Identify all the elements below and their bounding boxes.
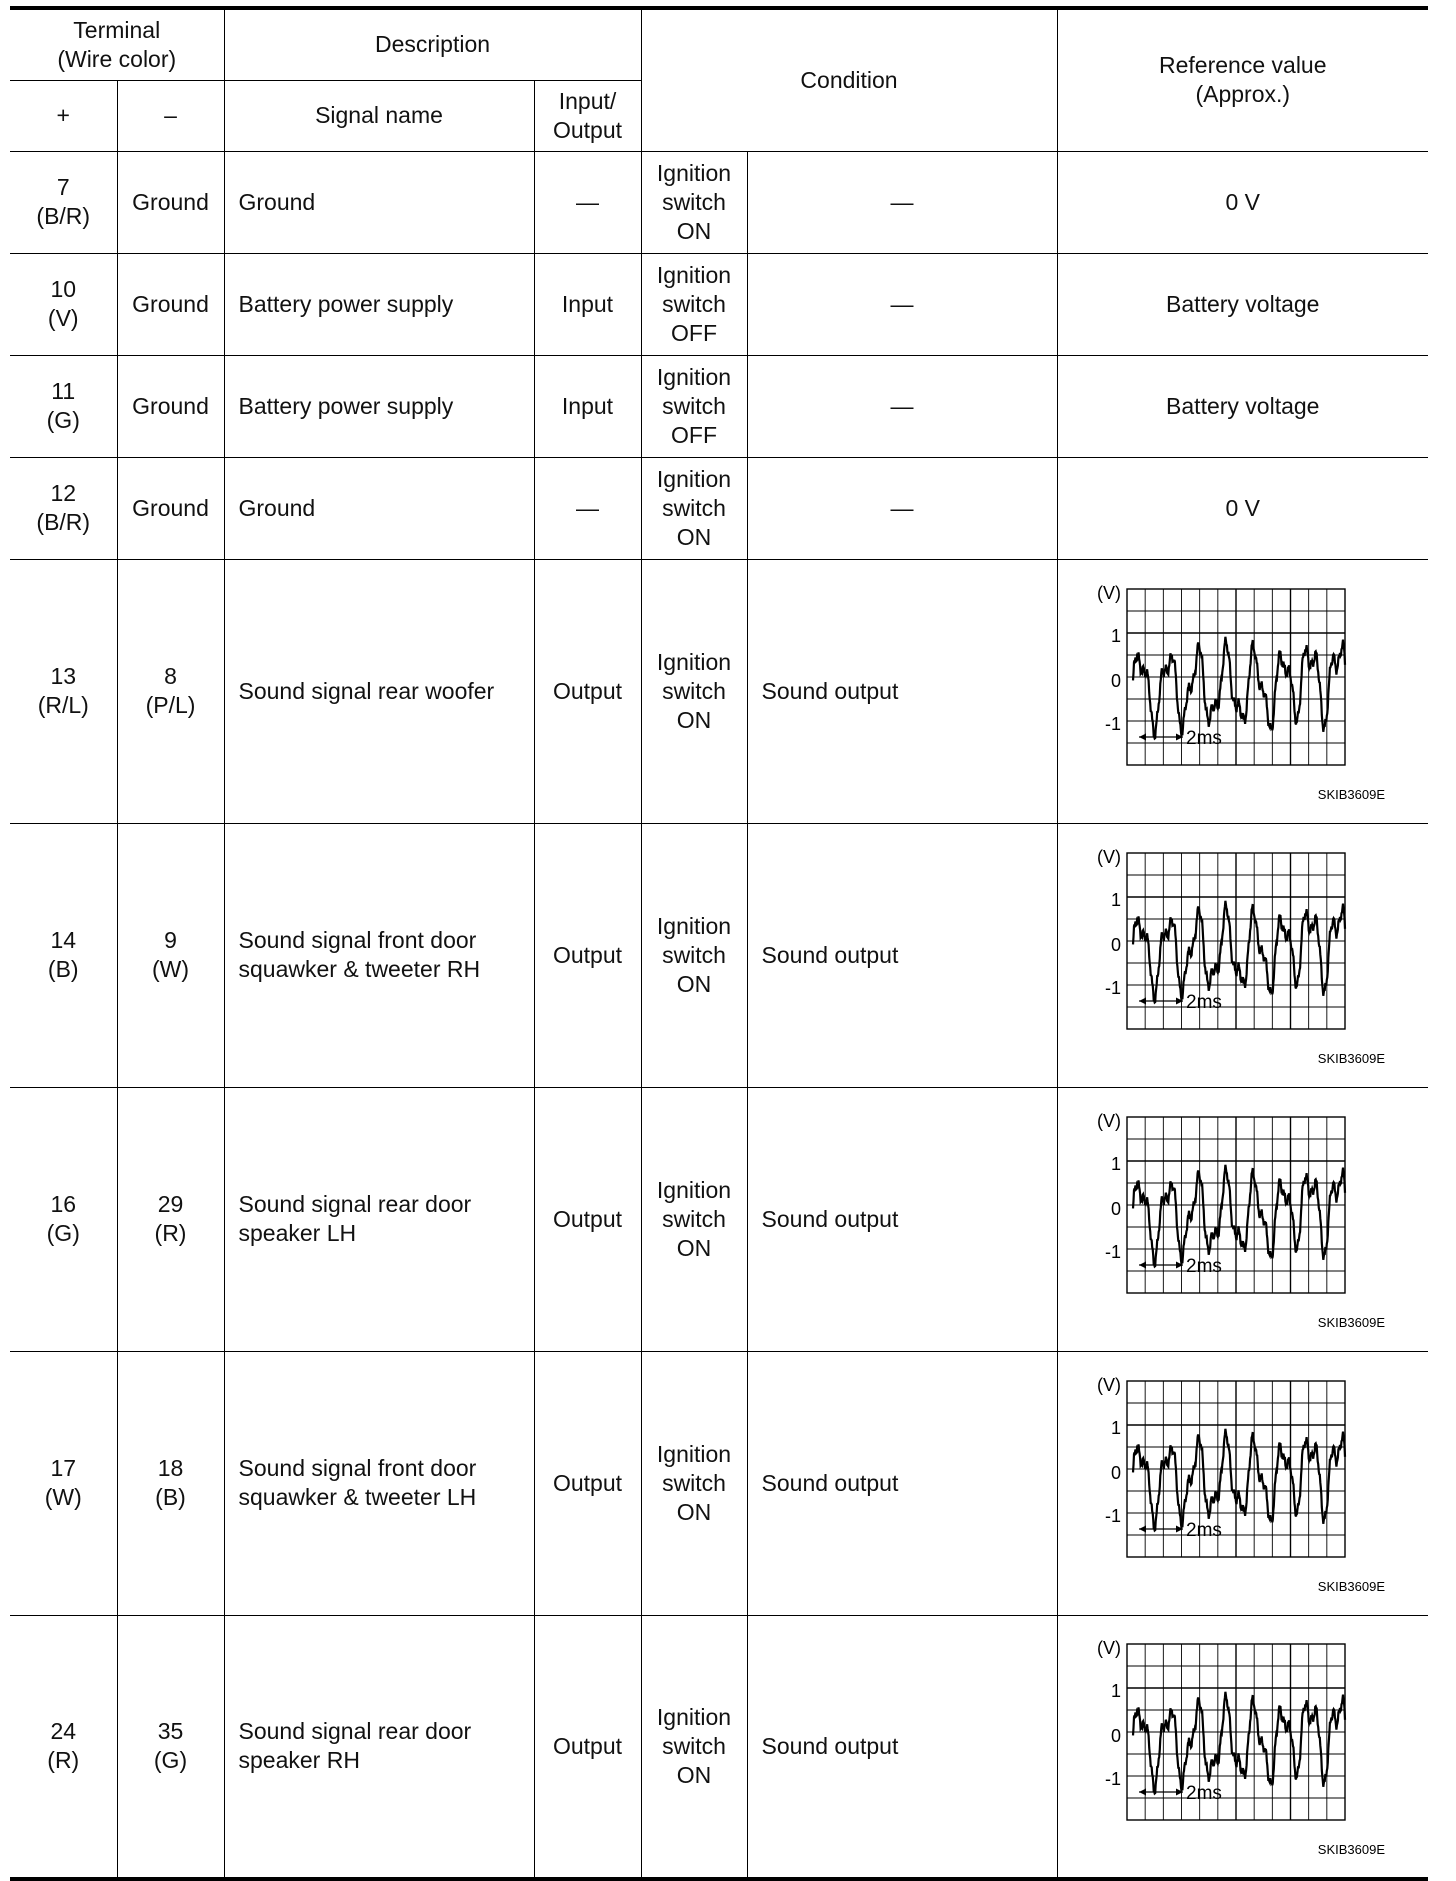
waveform-unit: (V) — [1096, 1111, 1121, 1131]
waveform-trace — [1133, 901, 1345, 1003]
terminal-minus: 9 (W) — [117, 823, 224, 1087]
table-row — [10, 457, 1428, 559]
waveform-figure — [1093, 1103, 1393, 1335]
waveform-tick-0: 0 — [1110, 1199, 1121, 1219]
waveform-trace — [1133, 1165, 1345, 1267]
terminal-plus: 7 (B/R) — [10, 151, 117, 253]
signal-name: Sound signal front door squawker & tweeter RH — [224, 823, 534, 1087]
terminal-plus: 17 (W) — [10, 1351, 117, 1615]
waveform-tick-1: 1 — [1110, 890, 1121, 910]
condition-state: Ignition switch ON — [641, 1615, 747, 1879]
input-output: Output — [534, 823, 641, 1087]
signal-name: Ground — [224, 151, 534, 253]
condition-detail: — — [747, 151, 1057, 253]
input-output: Input — [534, 253, 641, 355]
header-input-output: Input/ Output — [534, 80, 641, 151]
figure-code: SKIB3609E — [1317, 1842, 1385, 1858]
condition-state: Ignition switch OFF — [641, 355, 747, 457]
table-row — [10, 1351, 1428, 1615]
terminal-minus: 8 (P/L) — [117, 559, 224, 823]
condition-detail: Sound output — [747, 1615, 1057, 1879]
figure-code: SKIB3609E — [1317, 1051, 1385, 1066]
waveform-grid — [1127, 1117, 1345, 1293]
terminal-plus: 13 (R/L) — [10, 559, 117, 823]
waveform-unit: (V) — [1096, 1375, 1121, 1395]
header-terminal: Terminal (Wire color) — [10, 8, 224, 80]
table-row — [10, 355, 1428, 457]
waveform-tick-minus1: -1 — [1104, 1242, 1121, 1262]
reference-value: Battery voltage — [1057, 355, 1428, 457]
waveform-tick-1: 1 — [1110, 1418, 1121, 1438]
header-description: Description — [224, 8, 641, 80]
signal-name: Battery power supply — [224, 253, 534, 355]
figure-code: SKIB3609E — [1317, 1579, 1385, 1594]
waveform-unit: (V) — [1096, 847, 1121, 867]
waveform-tick-0: 0 — [1110, 1726, 1121, 1747]
condition-detail: Sound output — [747, 559, 1057, 823]
condition-state: Ignition switch ON — [641, 823, 747, 1087]
waveform-unit: (V) — [1096, 1638, 1121, 1659]
table-row — [10, 151, 1428, 253]
waveform-figure — [1093, 575, 1393, 807]
waveform-trace — [1133, 1429, 1345, 1531]
condition-state: Ignition switch OFF — [641, 253, 747, 355]
waveform-figure — [1093, 1630, 1393, 1862]
waveform-trace — [1133, 1692, 1345, 1794]
waveform-tick-1: 1 — [1110, 1154, 1121, 1174]
condition-detail: Sound output — [747, 1351, 1057, 1615]
time-scale-label: 2ms — [1185, 1783, 1222, 1805]
condition-state: Ignition switch ON — [641, 457, 747, 559]
terminal-minus: 35 (G) — [117, 1615, 224, 1879]
header-minus: – — [117, 80, 224, 151]
terminal-plus: 24 (R) — [10, 1615, 117, 1879]
reference-value: Battery voltage — [1057, 253, 1428, 355]
input-output: Input — [534, 355, 641, 457]
signal-name: Sound signal rear door speaker RH — [224, 1615, 534, 1879]
waveform-grid — [1127, 1644, 1345, 1820]
waveform-tick-minus1: -1 — [1104, 714, 1121, 734]
signal-name: Sound signal rear woofer — [224, 559, 534, 823]
signal-name: Sound signal front door squawker & tweeter LH — [224, 1351, 534, 1615]
terminal-table — [10, 6, 1428, 1881]
terminal-minus: 18 (B) — [117, 1351, 224, 1615]
condition-detail: — — [747, 457, 1057, 559]
terminal-plus: 14 (B) — [10, 823, 117, 1087]
reference-waveform-cell — [1057, 1615, 1428, 1879]
table-row — [10, 1087, 1428, 1351]
terminal-minus: Ground — [117, 457, 224, 559]
header-condition: Condition — [641, 8, 1057, 151]
figure-code: SKIB3609E — [1317, 787, 1385, 802]
terminal-plus: 16 (G) — [10, 1087, 117, 1351]
waveform-tick-1: 1 — [1110, 626, 1121, 646]
time-scale-marker — [1139, 1262, 1183, 1269]
condition-state: Ignition switch ON — [641, 151, 747, 253]
time-scale-marker — [1139, 734, 1183, 741]
reference-waveform-cell — [1057, 1351, 1428, 1615]
reference-value: 0 V — [1057, 151, 1428, 253]
waveform-tick-0: 0 — [1110, 935, 1121, 955]
waveform-tick-minus1: -1 — [1104, 978, 1121, 998]
table-row — [10, 559, 1428, 823]
time-scale-label: 2ms — [1185, 1520, 1222, 1541]
waveform-grid — [1127, 853, 1345, 1029]
time-scale-label: 2ms — [1185, 1256, 1222, 1277]
time-scale-marker — [1139, 1526, 1183, 1533]
condition-state: Ignition switch ON — [641, 1087, 747, 1351]
reference-waveform-cell — [1057, 1087, 1428, 1351]
terminal-minus: Ground — [117, 355, 224, 457]
table-row — [10, 253, 1428, 355]
waveform-figure — [1093, 839, 1393, 1071]
condition-state: Ignition switch ON — [641, 1351, 747, 1615]
condition-detail: Sound output — [747, 823, 1057, 1087]
waveform-grid — [1127, 1381, 1345, 1557]
reference-waveform-cell — [1057, 823, 1428, 1087]
terminal-minus: Ground — [117, 253, 224, 355]
input-output: Output — [534, 559, 641, 823]
waveform-tick-1: 1 — [1110, 1681, 1121, 1702]
input-output: — — [534, 151, 641, 253]
waveform-tick-0: 0 — [1110, 1463, 1121, 1483]
signal-name: Battery power supply — [224, 355, 534, 457]
terminal-plus: 12 (B/R) — [10, 457, 117, 559]
header-reference: Reference value (Approx.) — [1057, 8, 1428, 151]
input-output: Output — [534, 1087, 641, 1351]
condition-detail: Sound output — [747, 1087, 1057, 1351]
header-signal-name: Signal name — [224, 80, 534, 151]
input-output: — — [534, 457, 641, 559]
table-row — [10, 1615, 1428, 1879]
terminal-reference-sheet — [10, 6, 1428, 1881]
time-scale-marker — [1139, 998, 1183, 1005]
condition-state: Ignition switch ON — [641, 559, 747, 823]
figure-code: SKIB3609E — [1317, 1315, 1385, 1330]
condition-detail: — — [747, 253, 1057, 355]
time-scale-label: 2ms — [1185, 728, 1222, 749]
waveform-trace — [1133, 637, 1345, 739]
header-plus: + — [10, 80, 117, 151]
time-scale-marker — [1139, 1789, 1183, 1796]
waveform-unit: (V) — [1096, 583, 1121, 603]
condition-detail: — — [747, 355, 1057, 457]
waveform-grid — [1127, 589, 1345, 765]
terminal-minus: Ground — [117, 151, 224, 253]
input-output: Output — [534, 1351, 641, 1615]
terminal-minus: 29 (R) — [117, 1087, 224, 1351]
waveform-tick-minus1: -1 — [1104, 1506, 1121, 1526]
waveform-tick-0: 0 — [1110, 671, 1121, 691]
table-row — [10, 823, 1428, 1087]
signal-name: Sound signal rear door speaker LH — [224, 1087, 534, 1351]
time-scale-label: 2ms — [1185, 992, 1222, 1013]
reference-waveform-cell — [1057, 559, 1428, 823]
waveform-figure — [1093, 1367, 1393, 1599]
waveform-tick-minus1: -1 — [1104, 1769, 1121, 1790]
reference-value: 0 V — [1057, 457, 1428, 559]
input-output: Output — [534, 1615, 641, 1879]
terminal-plus: 10 (V) — [10, 253, 117, 355]
signal-name: Ground — [224, 457, 534, 559]
terminal-plus: 11 (G) — [10, 355, 117, 457]
